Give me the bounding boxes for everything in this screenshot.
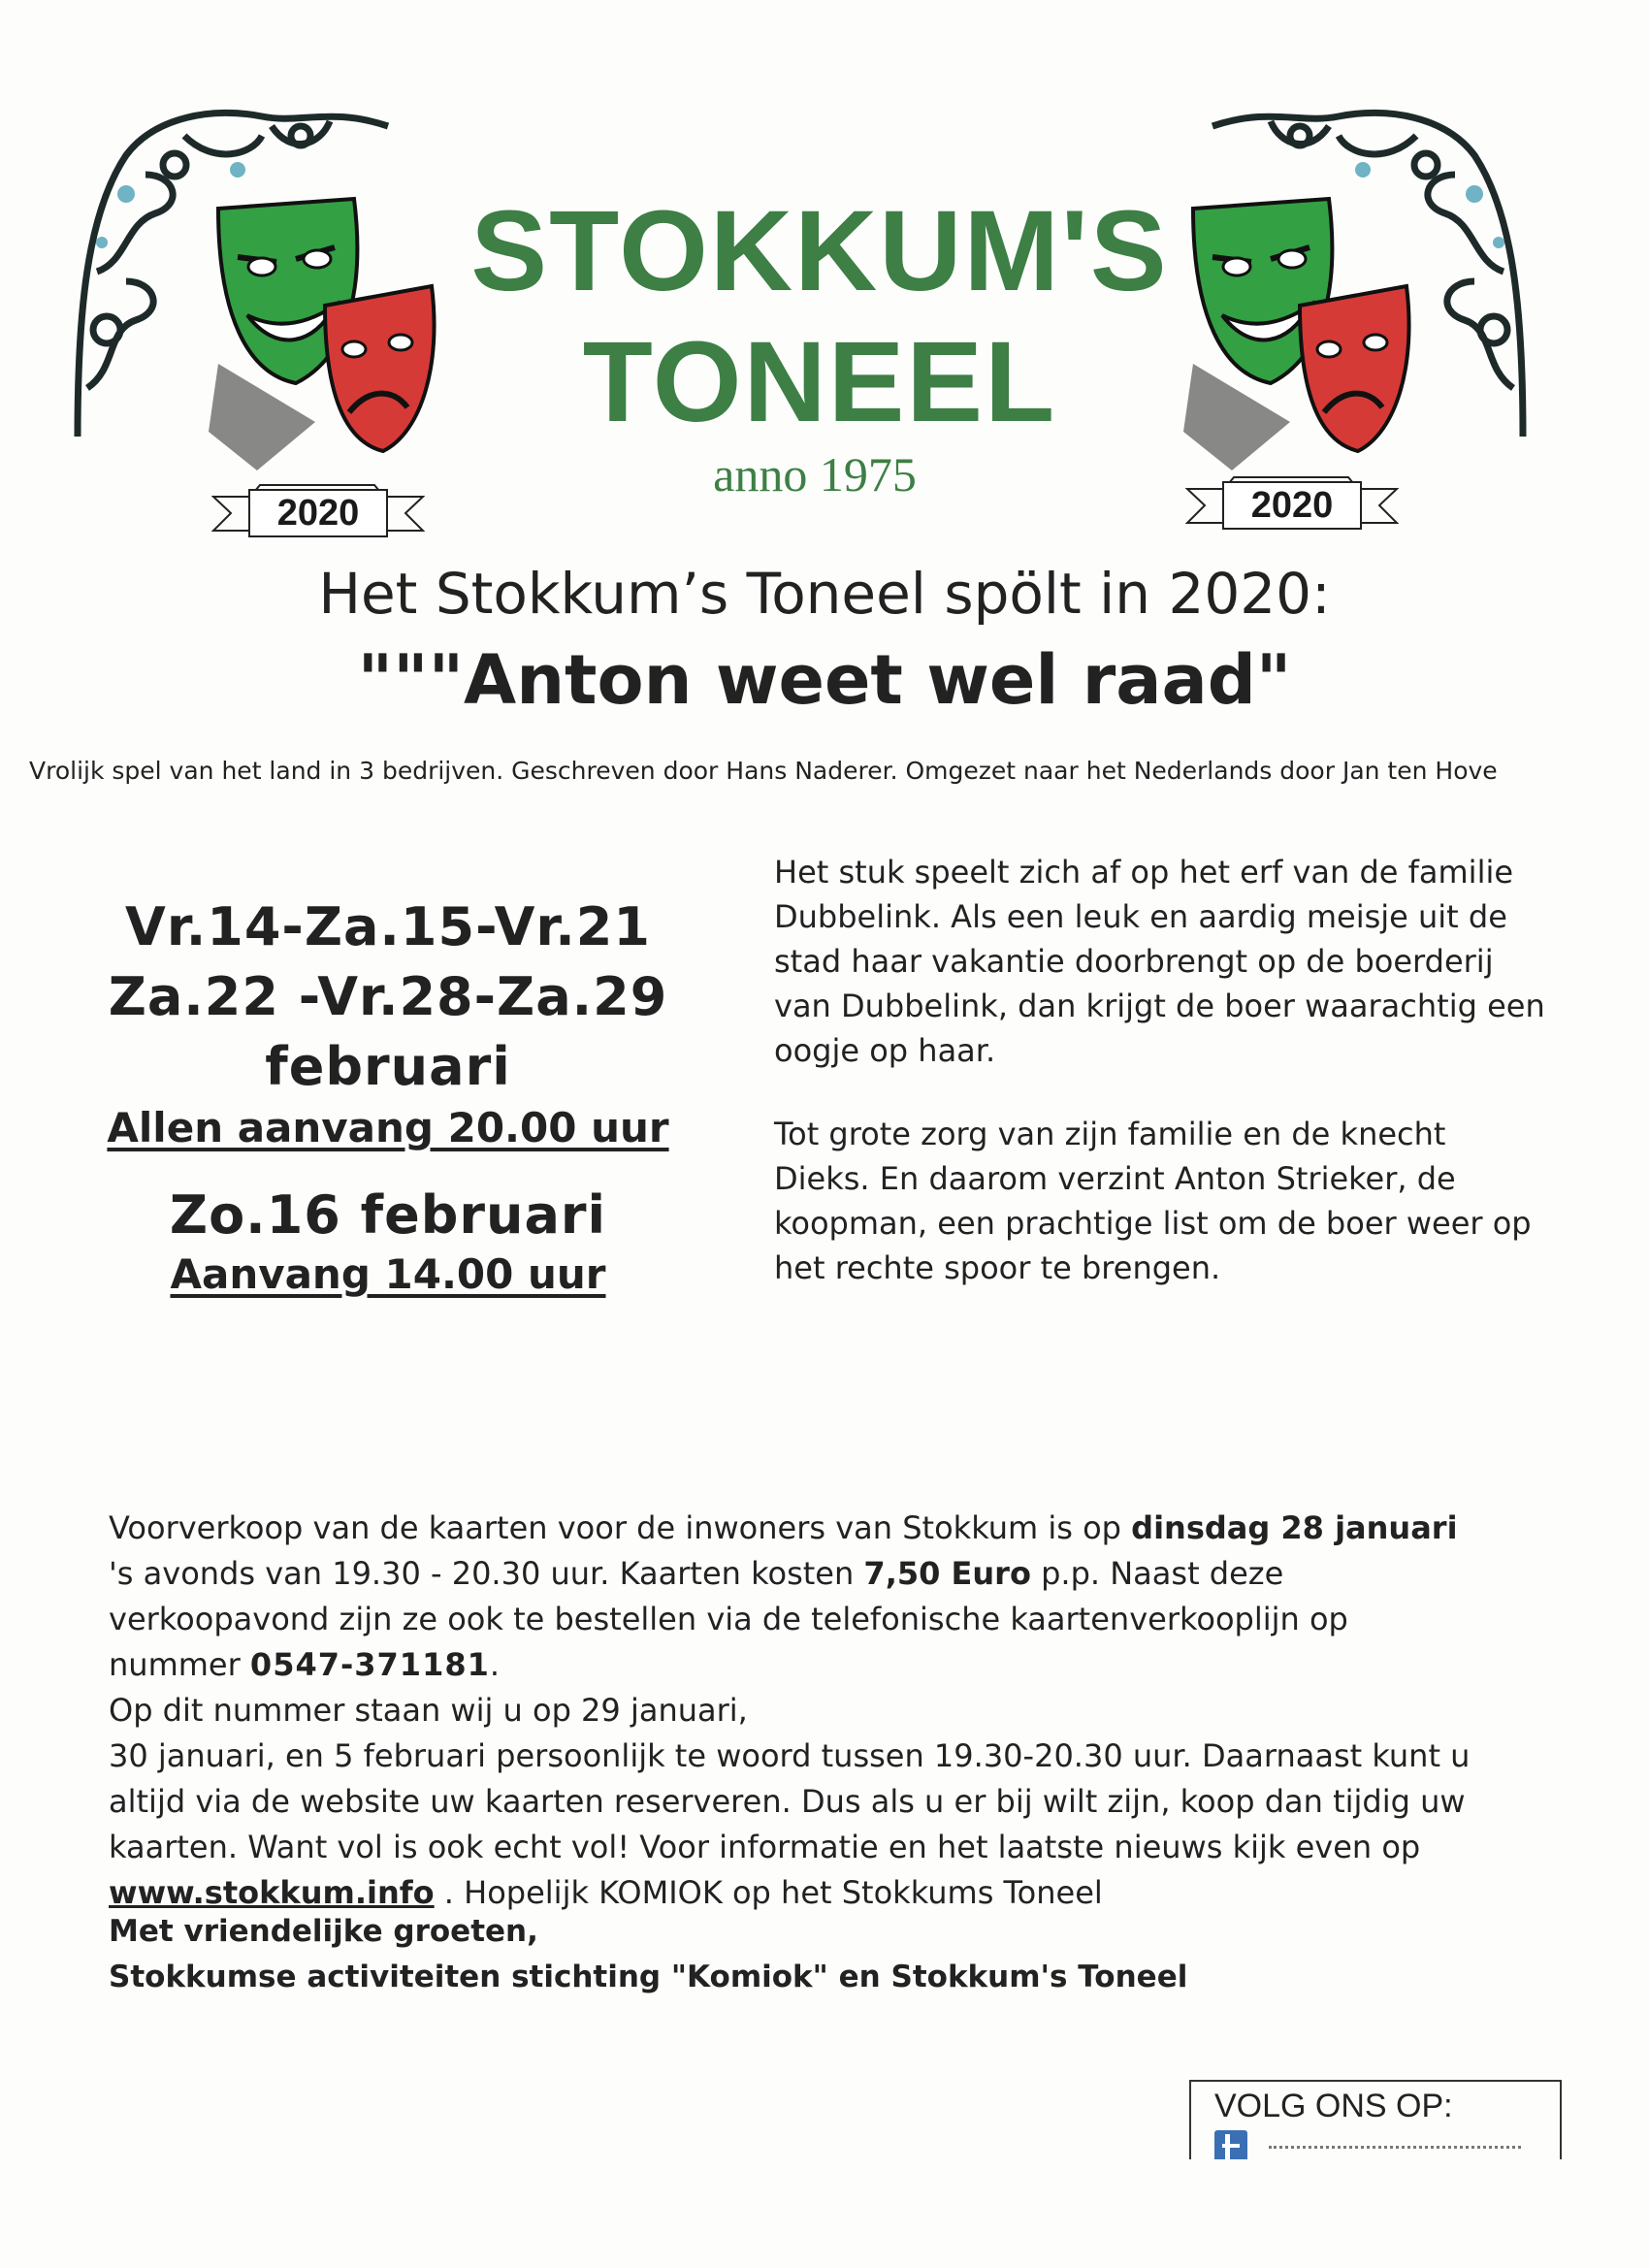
dates-line-1: Vr.14-Za.15-Vr.21 xyxy=(125,896,651,957)
founded-text: anno 1975 xyxy=(713,447,917,502)
ticket-text: . Hopelijk KOMIOK op het Stokkums Toneel xyxy=(434,1874,1103,1911)
social-handle-cutoff xyxy=(1269,2146,1521,2155)
website-link[interactable]: www.stokkum.info xyxy=(109,1874,435,1911)
performance-dates xyxy=(87,892,689,1298)
ticket-info xyxy=(109,1506,1486,1916)
title-line-2: TONEEL xyxy=(582,318,1057,446)
ticket-text: 's avonds van 19.30 - 20.30 uur. Kaarten kosten xyxy=(109,1555,864,1592)
theatre-masks-right-icon xyxy=(1174,189,1426,470)
year-label: 2020 xyxy=(248,489,388,537)
matinee-date: Zo.16 februari xyxy=(169,1184,607,1246)
evening-start-time: Allen aanvang 20.00 uur xyxy=(107,1104,669,1151)
ticket-text: . xyxy=(489,1646,501,1683)
credits-line: Vrolijk spel van het land in 3 bedrijven. Geschreven door Hans Naderer. Omgezet naar het Nederlands door Jan ten Hove xyxy=(29,757,1498,785)
dates-month: februari xyxy=(265,1036,511,1097)
title-line-1: STOKKUM'S xyxy=(470,187,1169,315)
synopsis-paragraph-1: Het stuk speelt zich af op het erf van de familie Dubbelink. Als een leuk en aardig meisje uit de stad haar vakantie doorbrengt op de boerderij van Dubbelink, dan krijgt de boer waarachtig een oogje op haar. xyxy=(774,854,1545,1069)
ticket-price: 7,50 Euro xyxy=(863,1555,1031,1592)
ticket-paragraph-3 xyxy=(109,1733,1486,1916)
closing xyxy=(109,1909,1467,2000)
signature: Stokkumse activiteiten stichting "Komiok" en Stokkum's Toneel xyxy=(109,1960,1188,1994)
phone-number: 0547-371181 xyxy=(249,1646,490,1683)
ticket-text: 30 januari, en 5 februari persoonlijk te woord tussen 19.30-20.30 uur. Daarnaast kunt u altijd via de website uw kaarten reserveren. Dus als u er bij wilt zijn, koop dan tijdig uw kaarten. Want vol is ook echt vol! Voor informatie en het laatste nieuws kijk even op xyxy=(109,1737,1471,1865)
year-badge-left xyxy=(211,477,425,545)
synopsis xyxy=(774,850,1550,1329)
headline: Het Stokkum’s Toneel spölt in 2020: xyxy=(318,561,1331,627)
ticket-text: p.p. Naast deze verkoopavond zijn ze ook te bestellen via de telefonische kaartenverkooplijn op nummer xyxy=(109,1555,1348,1683)
play-title: """Anton weet wel raad" xyxy=(357,640,1292,720)
theatre-masks-left-icon xyxy=(199,189,451,470)
dates-line-2: Za.22 -Vr.28-Za.29 xyxy=(108,966,668,1027)
year-badge-right xyxy=(1185,470,1399,537)
ticket-text: Voorverkoop van de kaarten voor de inwoners van Stokkum is op xyxy=(109,1509,1132,1546)
matinee-start-time: Aanvang 14.00 uur xyxy=(170,1250,606,1298)
follow-us-label: VOLG ONS OP: xyxy=(1214,2088,1453,2124)
year-label: 2020 xyxy=(1222,481,1362,530)
facebook-icon[interactable] xyxy=(1214,2130,1247,2159)
greeting: Met vriendelijke groeten, xyxy=(109,1914,538,1949)
synopsis-paragraph-2: Tot grote zorg van zijn familie en de knecht Dieks. En daarom verzint Anton Strieker, de koopman, een prachtige list om de boer weer op het rechte spoor te brengen. xyxy=(774,1116,1532,1286)
follow-us-box xyxy=(1189,2080,1562,2159)
ticket-paragraph-2: Op dit nummer staan wij u op 29 januari, xyxy=(109,1692,748,1729)
ticket-paragraph-1 xyxy=(109,1506,1486,1688)
presale-date: dinsdag 28 januari xyxy=(1131,1509,1458,1546)
